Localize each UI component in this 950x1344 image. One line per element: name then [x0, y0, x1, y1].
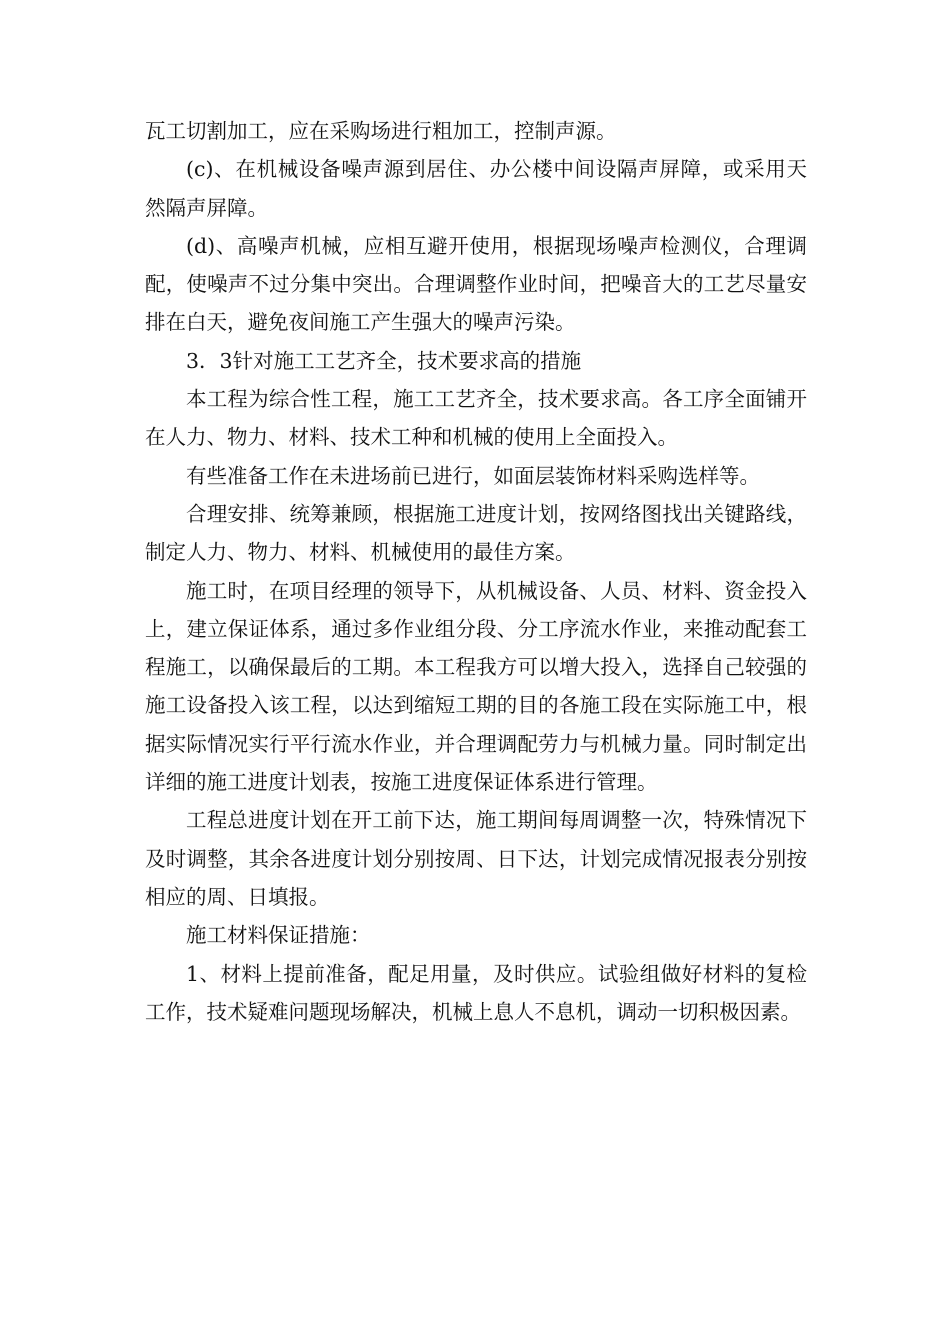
paragraph-6: 有些准备工作在未进场前已进行，如面层装饰材料采购选样等。 [186, 463, 760, 488]
document-body [145, 112, 807, 1031]
paragraph-5: 本工程为综合性工程，施工工艺齐全，技术要求高。各工序全面铺开在人力、物力、材料、技术工种和机械的使用上全面投入。 [145, 387, 807, 450]
paragraph-8: 施工时，在项目经理的领导下，从机械设备、人员、材料、资金投入上，建立保证体系，通过多作业组分段、分工序流水作业，来推动配套工程施工，以确保最后的工期。本工程我方可以增大投入，选择自己较强的施工设备投入该工程，以达到缩短工期的目的各施工段在实际施工中，根据实际情况实行平行流水作业，并合理调配劳力与机械力量。同时制定出详细的施工进度计划表，按施工进度保证体系进行管理。 [145, 578, 807, 795]
paragraph-2: (c)、在机械设备噪声源到居住、办公楼中间设隔声屏障，或采用天然隔声屏障。 [145, 157, 807, 220]
paragraph-10: 施工材料保证措施： [186, 923, 371, 948]
paragraph-9: 工程总进度计划在开工前下达，施工期间每周调整一次，特殊情况下及时调整，其余各进度计划分别按周、日下达，计划完成情况报表分别按相应的周、日填报。 [145, 808, 807, 909]
paragraph-11: 1、材料上提前准备，配足用量，及时供应。试验组做好材料的复检工作，技术疑难问题现场解决，机械上息人不息机，调动一切积极因素。 [145, 961, 807, 1024]
paragraph-3: (d)、高噪声机械，应相互避开使用，根据现场噪声检测仪，合理调配，使噪声不过分集中突出。合理调整作业时间，把噪音大的工艺尽量安排在白天，避免夜间施工产生强大的噪声污染。 [145, 233, 807, 335]
section-heading-3-3: 3．3针对施工工艺齐全，技术要求高的措施 [186, 348, 582, 373]
paragraph-7: 合理安排、统筹兼顾，根据施工进度计划，按网络图找出关键路线，制定人力、物力、材料、机械使用的最佳方案。 [145, 501, 807, 565]
paragraph-1: 瓦工切割加工，应在采购场进行粗加工，控制声源。 [145, 119, 617, 143]
